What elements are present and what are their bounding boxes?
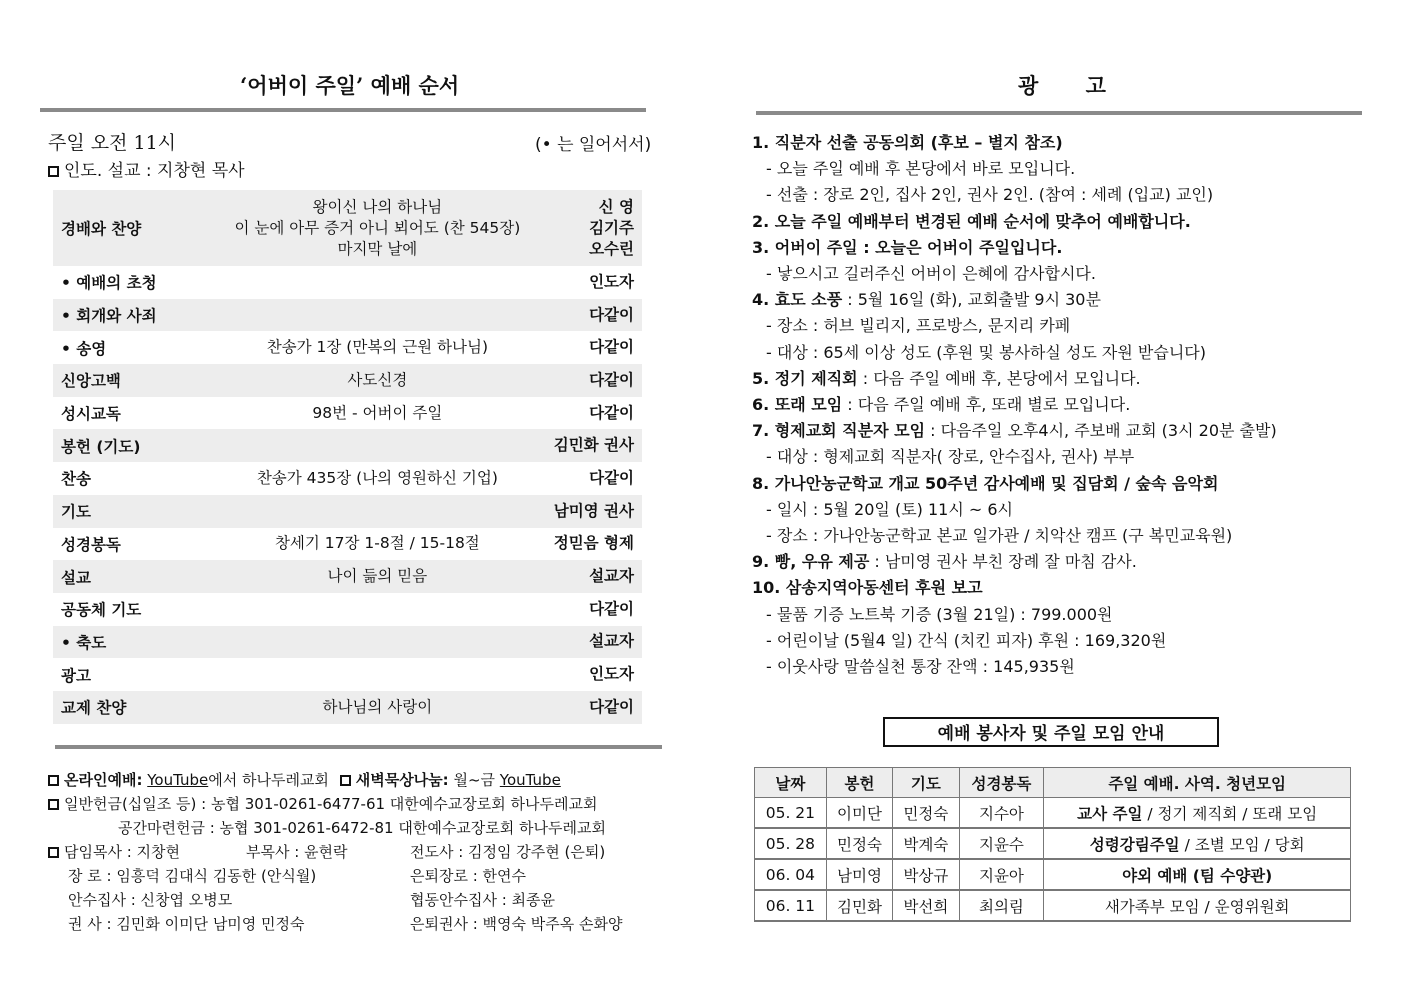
order-content-line: 찬송가 1장 (만복의 근원 하나님)	[266, 338, 489, 357]
church-info	[48, 768, 658, 936]
order-content	[209, 190, 546, 266]
schedule-row	[755, 828, 1351, 859]
schedule-cell-date: 05. 28	[755, 828, 827, 859]
order-leader	[546, 190, 642, 266]
announcement-line: - 오늘 주일 예배 후 본당에서 바로 모입니다.	[766, 159, 1076, 179]
order-row	[53, 462, 642, 495]
order-content	[209, 495, 546, 528]
checkbox-square-icon	[340, 775, 351, 786]
order-row	[53, 364, 642, 397]
order-content	[209, 266, 546, 299]
service-time: 주일 오전 11시	[48, 132, 177, 154]
order-content	[209, 626, 546, 659]
schedule-row	[755, 890, 1351, 921]
order-content-line: 마지막 날에	[337, 239, 418, 258]
checkbox-square-icon	[48, 847, 59, 858]
worship-order-table	[53, 190, 642, 724]
schedule-cell-off: 김민화	[826, 890, 892, 921]
left-title-rule	[40, 108, 646, 112]
right-title-rule	[756, 111, 1362, 115]
schedule-meeting-text: 새가족부 모임 / 운영위원회	[1104, 897, 1290, 916]
order-item: 성경봉독	[61, 535, 121, 554]
order-item: 기도	[53, 495, 209, 528]
order-item: • 예배의 초청	[61, 274, 157, 293]
order-item: • 축도	[53, 626, 209, 659]
announcement-line: - 이웃사랑 말씀실천 통장 잔액 : 145,935원	[766, 657, 1075, 677]
order-leader	[546, 462, 642, 495]
announcement-line: - 대상 : 65세 이상 성도 (후원 및 봉사하실 성도 자원 받습니다)	[766, 342, 1206, 362]
announcement-line: - 물품 기증 노트북 기증 (3월 21일) : 799.000원	[766, 604, 1113, 624]
announcement-heading: 3. 어버이 주일 : 오늘은 어버이 주일입니다.	[752, 237, 1063, 257]
checkbox-square-icon	[48, 775, 59, 786]
staff-row-3: 안수집사 : 신창엽 오병모 협동안수집사 : 최종윤	[68, 891, 556, 909]
order-content-line: 98번 - 어버이 주일	[312, 403, 443, 422]
schedule-cell-pray: 민정숙	[893, 798, 959, 829]
order-row	[53, 331, 642, 364]
announcement-line	[752, 130, 1362, 156]
order-content-line: 이 눈에 아무 증거 아니 뵈어도 (찬 545장)	[234, 218, 521, 237]
order-leader	[546, 658, 642, 691]
right-title: 광 고	[1018, 73, 1126, 98]
announcement-line	[752, 418, 1362, 444]
order-content	[209, 299, 546, 332]
checkbox-square-icon	[48, 799, 59, 810]
schedule-cell-meeting	[1044, 890, 1351, 921]
order-content-line: 찬송가 435장 (나의 영원하신 기업)	[256, 468, 498, 487]
schedule-cell-pray: 박선희	[893, 890, 959, 921]
order-item: 찬송	[61, 470, 91, 489]
schedule-meeting-bold: 교사 주일	[1077, 804, 1143, 823]
order-leader-line: 다같이	[589, 697, 634, 716]
order-leader	[546, 495, 642, 528]
order-row	[53, 528, 642, 561]
order-content-line: 왕이신 나의 하나님	[312, 197, 443, 216]
order-leader	[546, 331, 642, 364]
announcement-line	[752, 235, 1362, 261]
schedule-table	[754, 767, 1351, 922]
order-leader-line: 다같이	[589, 338, 634, 357]
order-item: 광고	[61, 666, 91, 685]
schedule-cell-date: 06. 11	[755, 890, 827, 921]
order-item: • 회개와 사죄	[53, 299, 209, 332]
offering-row: 일반헌금(십일조 등) : 농협 301-0261-6477-61 대한예수교장로회 하나두레교회	[48, 792, 658, 816]
schedule-cell-pray: 박상규	[893, 859, 959, 890]
order-item: 공동체 기도	[61, 601, 142, 620]
order-content	[209, 593, 546, 626]
order-content	[209, 658, 546, 691]
schedule-box-title: 예배 봉사자 및 주일 모임 안내	[883, 717, 1219, 747]
order-item: 설교	[53, 560, 209, 593]
order-row	[53, 266, 642, 299]
leader-line: 인도. 설교 : 지창현 목사	[48, 156, 245, 181]
order-leader	[546, 626, 642, 659]
announcement-heading: 1. 직분자 선출 공동의회 (후보 – 별지 참조)	[752, 133, 1063, 152]
schedule-meeting-text: / 정기 제직회 / 또래 모임	[1142, 804, 1318, 823]
announcement-heading: 6. 또래 모임	[752, 395, 843, 415]
stand-note: (• 는 일어서서)	[535, 135, 652, 155]
order-leader-line: 김기주	[589, 218, 634, 237]
order-content	[209, 364, 546, 397]
order-row	[53, 397, 642, 430]
order-content-line: 창세기 17장 1-8절 / 15-18절	[274, 534, 480, 553]
order-leader	[546, 691, 642, 724]
announcement-text: : 다음주일 오후4시, 주보배 교회 (3시 20분 출발)	[925, 421, 1277, 441]
schedule-header: 성경봉독	[959, 768, 1044, 798]
schedule-cell-meeting	[1044, 859, 1351, 890]
schedule-cell-off: 남미영	[826, 859, 892, 890]
left-bottom-rule	[55, 745, 662, 749]
youtube-link[interactable]: YouTube	[147, 771, 209, 789]
schedule-header: 기도	[893, 768, 959, 798]
order-content-line: 나이 듦의 믿음	[327, 567, 428, 586]
announcement-line	[752, 392, 1362, 418]
checkbox-square-icon	[48, 166, 59, 177]
announcement-line: - 장소 : 허브 빌리지, 프로방스, 문지리 카페	[766, 316, 1071, 336]
order-item: 교제 찬양	[53, 691, 209, 724]
order-content	[209, 429, 546, 462]
announcements	[752, 130, 1362, 680]
schedule-cell-read: 지윤수	[959, 828, 1044, 859]
order-row	[53, 299, 642, 332]
order-leader-line: 김민화 권사	[553, 436, 634, 455]
schedule-header: 봉헌	[826, 768, 892, 798]
announcement-line: - 낳으시고 길러주신 어버이 은혜에 감사합시다.	[766, 264, 1096, 284]
order-leader-line: 남미영 권사	[553, 501, 634, 520]
schedule-cell-off: 이미단	[826, 798, 892, 829]
schedule-cell-read: 지수아	[959, 798, 1044, 829]
order-leader	[546, 429, 642, 462]
announcement-text: : 5월 16일 (화), 교회출발 9시 30분	[842, 290, 1101, 310]
order-leader-line: 오수린	[589, 239, 634, 258]
order-leader-line: 설교자	[589, 567, 634, 586]
schedule-meeting-bold: 성령강림주일	[1089, 835, 1180, 854]
order-leader	[546, 397, 642, 430]
announcement-heading: 8. 가나안농군학교 개교 50주년 감사예배 및 집담회 / 숲속 음악회	[752, 473, 1219, 493]
announcement-heading: 5. 정기 제직회	[752, 368, 858, 388]
announcement-line: - 대상 : 형제교회 직분자( 장로, 안수집사, 권사) 부부	[766, 447, 1135, 467]
order-row	[53, 190, 642, 266]
announcement-line	[752, 366, 1362, 392]
announcement-text: : 다음 주일 예배 후, 본당에서 모입니다.	[857, 368, 1141, 388]
announcement-line	[752, 549, 1362, 575]
order-leader	[546, 364, 642, 397]
staff-row-1: 담임목사 : 지창현 부목사 : 윤현락 전도사 : 김정임 강주현 (은퇴)	[48, 840, 658, 864]
order-leader-line: 신 영	[598, 197, 634, 216]
announcement-heading: 2. 오늘 주일 예배부터 변경된 예배 순서에 맞추어 예배합니다.	[752, 211, 1191, 231]
schedule-meeting-bold: 야외 예배 (팀 수양관)	[1122, 866, 1273, 885]
schedule-header: 날짜	[755, 768, 827, 798]
announcement-heading: 7. 형제교회 직분자 모임	[752, 421, 926, 441]
order-row	[53, 560, 642, 593]
order-leader-line: 다같이	[589, 305, 634, 324]
order-content	[209, 691, 546, 724]
order-leader	[546, 299, 642, 332]
order-item: • 송영	[61, 339, 107, 358]
order-leader-line: 다같이	[589, 403, 634, 422]
announcement-line: - 장소 : 가나안농군학교 본교 일가관 / 치악산 캠프 (구 복민교육원)	[766, 526, 1233, 546]
schedule-cell-pray: 박계숙	[893, 828, 959, 859]
order-item: 성시교독	[61, 405, 121, 424]
order-row	[53, 626, 642, 659]
announcement-line	[752, 287, 1362, 313]
left-title: ‘어버이 주일’ 예배 순서	[240, 73, 460, 98]
order-row	[53, 495, 642, 528]
order-content	[209, 528, 546, 561]
order-leader	[546, 560, 642, 593]
order-leader-line: 다같이	[589, 599, 634, 618]
order-leader	[546, 528, 642, 561]
order-row	[53, 429, 642, 462]
schedule-cell-date: 05. 21	[755, 798, 827, 829]
order-content	[209, 462, 546, 495]
announcement-line	[752, 471, 1362, 497]
announcement-line	[752, 209, 1362, 235]
schedule-cell-read: 지윤아	[959, 859, 1044, 890]
online-row: 온라인예배: YouTube에서 하나두레교회 새벽묵상나눔: 월~금 YouTube	[48, 768, 658, 792]
schedule-row	[755, 859, 1351, 890]
order-content	[209, 560, 546, 593]
schedule-cell-meeting	[1044, 798, 1351, 829]
schedule-meeting-text: / 조별 모임 / 당회	[1179, 835, 1305, 854]
announcement-line: - 선출 : 장로 2인, 집사 2인, 권사 2인. (참여 : 세례 (입교) 교인)	[766, 185, 1214, 205]
schedule-header: 주일 예배. 사역. 청년모임	[1044, 768, 1351, 798]
order-leader-line: 정믿음 형제	[553, 534, 634, 553]
announcement-heading: 4. 효도 소풍	[752, 290, 843, 310]
order-leader-line: 설교자	[589, 632, 634, 651]
offering-row-2: 공간마련헌금 : 농협 301-0261-6472-81 대한예수교장로회 하나두레교회	[118, 819, 606, 837]
staff-row-4: 권 사 : 김민화 이미단 남미영 민정숙 은퇴권사 : 백영숙 박주옥 손화양	[68, 915, 623, 933]
order-leader-line: 다같이	[589, 468, 634, 487]
schedule-row	[755, 798, 1351, 829]
announcement-text: : 다음 주일 예배 후, 또래 별로 모입니다.	[842, 395, 1131, 415]
order-item: 봉헌 (기도)	[53, 429, 209, 462]
order-leader-line: 다같이	[589, 370, 634, 389]
announcement-line	[752, 575, 1362, 601]
order-content	[209, 397, 546, 430]
order-leader-line: 인도자	[589, 272, 634, 291]
announcement-heading: 10. 삼송지역아동센터 후원 보고	[752, 578, 983, 598]
announcement-text: : 남미영 권사 부친 장례 잘 마침 감사.	[869, 552, 1137, 572]
order-row	[53, 593, 642, 626]
order-item: 신앙고백	[53, 364, 209, 397]
order-content-line: 하나님의 사랑이	[322, 697, 433, 716]
schedule-cell-read: 최의림	[959, 890, 1044, 921]
youtube-link-dawn[interactable]: YouTube	[499, 771, 561, 789]
order-leader	[546, 266, 642, 299]
order-row	[53, 691, 642, 724]
order-content-line: 사도신경	[347, 370, 408, 389]
order-leader	[546, 593, 642, 626]
order-item: 경배와 찬양	[53, 190, 209, 266]
order-row	[53, 658, 642, 691]
announcement-line: - 어린이날 (5월4 일) 간식 (치킨 피자) 후원 : 169,320원	[766, 630, 1167, 650]
order-content	[209, 331, 546, 364]
schedule-cell-off: 민정숙	[826, 828, 892, 859]
schedule-cell-meeting	[1044, 828, 1351, 859]
announcement-heading: 9. 빵, 우유 제공	[752, 552, 870, 572]
order-leader-line: 인도자	[589, 665, 634, 684]
schedule-cell-date: 06. 04	[755, 859, 827, 890]
staff-row-2: 장 로 : 임흥덕 김대식 김동한 (안식월) 은퇴장로 : 한연수	[68, 867, 527, 885]
announcement-line: - 일시 : 5월 20일 (토) 11시 ~ 6시	[766, 499, 1014, 519]
